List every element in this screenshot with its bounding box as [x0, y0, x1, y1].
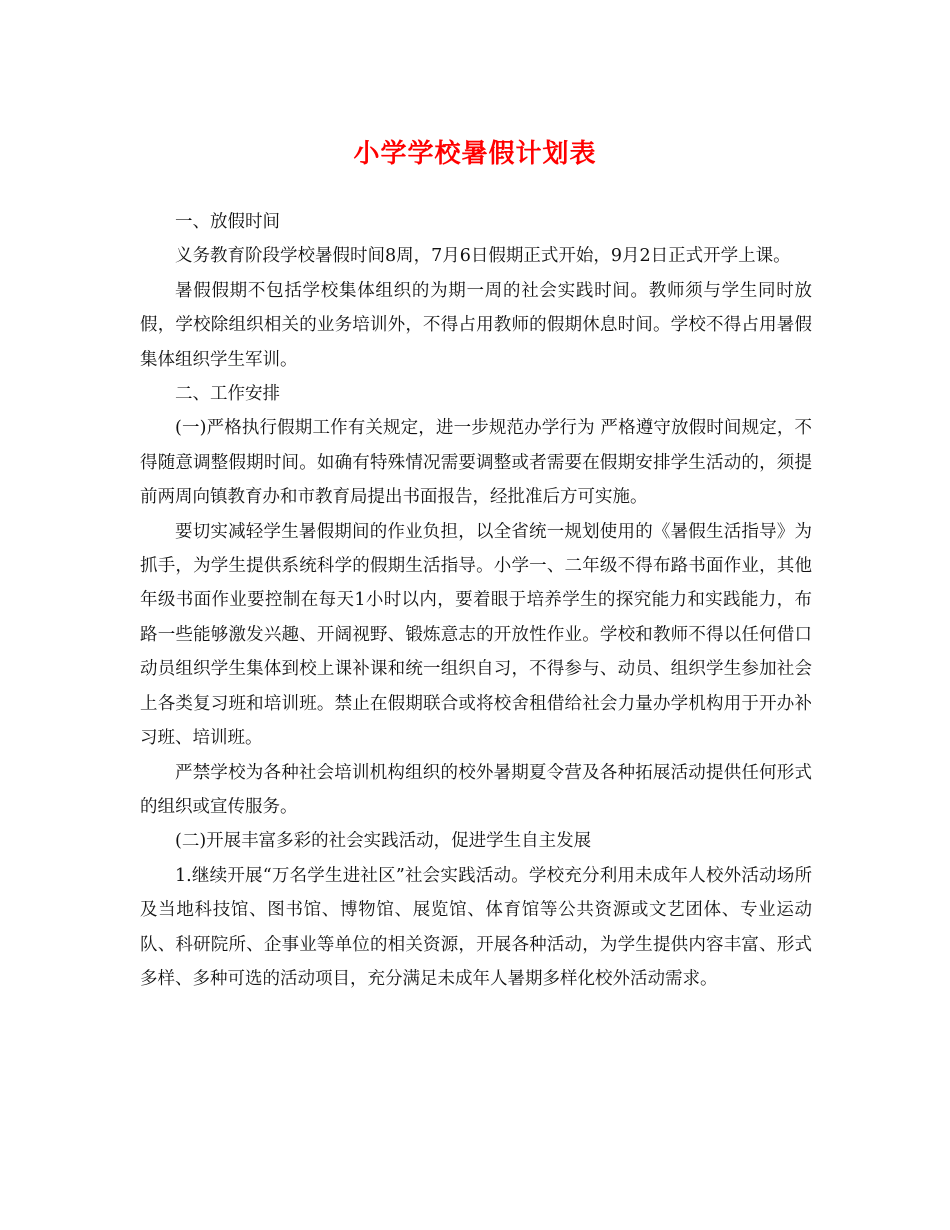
- document-body: [140, 205, 812, 996]
- paragraph: 一、放假时间: [175, 212, 280, 232]
- document-title: 小学学校暑假计划表: [353, 139, 597, 169]
- paragraph: 严禁学校为各种社会培训机构组织的校外暑期夏令营及各种拓展活动提供任何形式的组织或宣传服务。: [140, 762, 812, 817]
- paragraph: 1.继续开展“万名学生进社区”社会实践活动。学校充分利用未成年人校外活动场所及当地科技馆、图书馆、博物馆、展览馆、体育馆等公共资源或文艺团体、专业运动队、科研院所、企事业等单位的相关资源，开展各种活动，为学生提供内容丰富、形式多样、多种可选的活动项目，充分满足未成年人暑期多样化校外活动需求。: [140, 865, 812, 989]
- paragraph: 义务教育阶段学校暑假时间8周，7月6日假期正式开始，9月2日正式开学上课。: [175, 246, 791, 267]
- paragraph: 二、工作安排: [175, 384, 280, 405]
- paragraph: (一)严格执行假期工作有关规定，进一步规范办学行为 严格遵守放假时间规定，不得随意调整假期时间。如确有特殊情况需要调整或者需要在假期安排学生活动的，须提前两周向镇教育办和市教育局提出书面报告，经批准后方可实施。: [140, 418, 812, 508]
- paragraph: (二)开展丰富多彩的社会实践活动，促进学生自主发展: [175, 831, 592, 852]
- paragraph: 要切实减轻学生暑假期间的作业负担，以全省统一规划使用的《暑假生活指导》为抓手，为学生提供系统科学的假期生活指导。小学一、二年级不得布路书面作业，其他年级书面作业要控制在每天1小时以内，要着眼于培养学生的探究能力和实践能力，布路一些能够激发兴趣、开阔视野、锻炼意志的开放性作业。学校和教师不得以任何借口动员组织学生集体到校上课补课和统一组织自习，不得参与、动员、组织学生参加社会上各类复习班和培训班。禁止在假期联合或将校舍租借给社会力量办学机构用于开办补习班、培训班。: [140, 521, 812, 749]
- paragraph: 暑假假期不包括学校集体组织的为期一周的社会实践时间。教师须与学生同时放假，学校除组织相关的业务培训外，不得占用教师的假期休息时间。学校不得占用暑假集体组织学生军训。: [140, 280, 812, 370]
